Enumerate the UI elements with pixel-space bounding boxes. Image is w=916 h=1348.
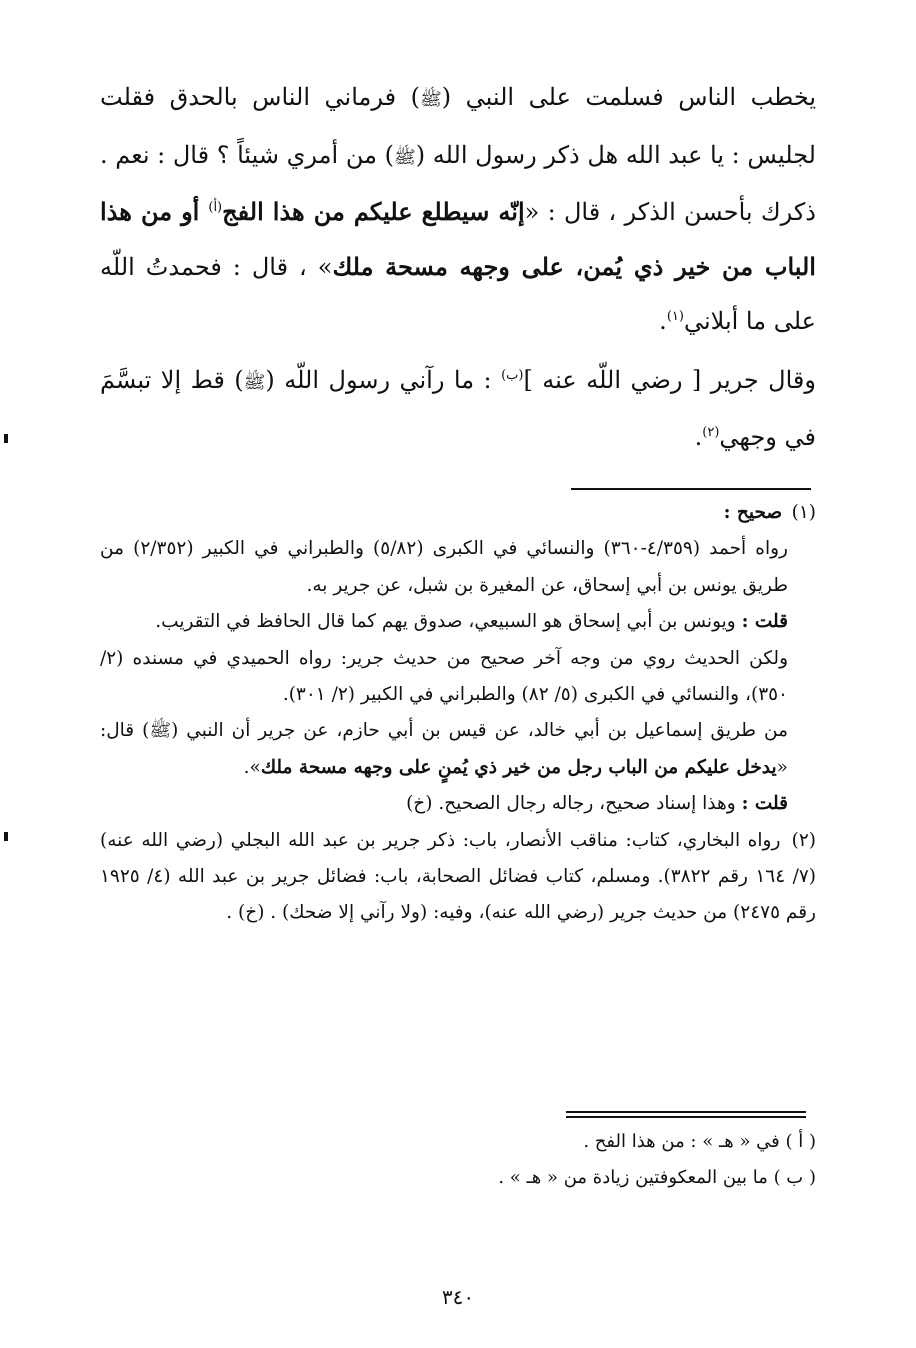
footnote-ref-1: (١) xyxy=(666,309,684,324)
main-text xyxy=(100,70,816,465)
footnote-1-line-3: ولكن الحديث روي من وجه آخر صحيح من حديث جرير: رواه الحميدي في مسنده (٢/ ٣٥٠)، والنسائي في الكبرى (٥/ ٨٢) والطبراني في الكبير (٢/ ٣٠١). xyxy=(100,647,788,706)
qult-label: قلت : xyxy=(741,793,788,815)
footnote-1-line-2: قلت : ويونس بن أبي إسحاق هو السبيعي، صدوق يهم كما قال الحافظ في التقريب. xyxy=(155,611,788,633)
footnote-separator xyxy=(571,488,811,490)
edge-mark xyxy=(4,832,8,841)
footnote-1-line-4: من طريق إسماعيل بن أبي خالد، عن قيس بن أبي حازم، عن جرير أن النبي (ﷺ) قال: «يدخل عليكم من الباب رجل من خير ذي يُمنٍ على وجهه مسحة ملك». xyxy=(100,720,788,778)
hadith-text: إنّه سيطلع عليكم من هذا الفج xyxy=(222,197,525,226)
grade-label: صحيح : xyxy=(723,502,783,523)
variant-note-a: ( أ ) في « هـ » : من هذا الفح . xyxy=(583,1131,816,1152)
variant-notes xyxy=(100,1124,816,1196)
variant-marker-b: (ب) xyxy=(501,367,524,383)
footnote-number: (١) xyxy=(791,502,816,523)
qult-label: قلت : xyxy=(741,611,788,633)
footnote-1-header xyxy=(100,495,816,531)
salla-symbol: ﷺ xyxy=(420,89,442,110)
salla-symbol: ﷺ xyxy=(149,720,172,742)
variant-notes-separator xyxy=(566,1111,806,1118)
footnote-1-line-5: قلت : وهذا إسناد صحيح، رجاله رجال الصحيح. (خ) xyxy=(406,793,788,815)
footnote-1-line-1: رواه أحمد (٤/٣٥٩-٣٦٠) والنسائي في الكبرى (٥/٨٢) والطبراني في الكبير (٢/٣٥٢) من طريق يونس بن أبي إسحاق، عن المغيرة بن شبل، عن جرير به. xyxy=(100,538,788,596)
variant-marker-a: (أ) xyxy=(208,200,223,215)
footnote-2: (٢) رواه البخاري، كتاب: مناقب الأنصار، باب: ذكر جرير بن عبد الله البجلي (رضي الله عنه) (٧/ ١٦٤ رقم ٣٨٢٢). ومسلم، كتاب فضائل الصحابة، باب: فضائل جرير بن عبد الله (٤/ ١٩٢٥ رقم ٢٤٧٥) من حديث جرير (رضي الله عنه)، وفيه: (ولا رآني إلا ضحك) . (خ) . xyxy=(100,823,816,932)
page-number: ٣٤٠ xyxy=(441,1285,475,1309)
variant-note-b: ( ب ) ما بين المعكوفتين زيادة من « هـ » . xyxy=(498,1167,816,1188)
footnote-number: (٢) xyxy=(791,829,816,851)
salla-symbol: ﷺ xyxy=(393,146,416,168)
main-paragraph-1: يخطب الناس فسلمت على النبي (ﷺ) فرماني الناس بالحدق فقلت لجليس : يا عبد الله هل ذكر رسول الله (ﷺ) من أمري شيئاً ؟ قال : نعم . ذكرك بأحسن الذكر ، قال : «إنّه سيطلع عليكم من هذا الفج$^{(أ)}$ أو من هذا الباب من خير ذي يُمن، على وجهه مسحة ملك» ، قال : فحمدتُ اللّه على ما أبلاني$^{(١)}$. xyxy=(100,83,816,335)
salla-symbol: ﷺ xyxy=(243,371,266,393)
footnotes xyxy=(100,495,816,932)
main-paragraph-2: وقال جرير [ رضي اللّه عنه ]$^{(ب)}$ : ما رآني رسول اللّه (ﷺ) قط إلا تبسَّمَ في وجهي$^{(٢)}$. xyxy=(100,365,816,451)
hadith-text: يدخل عليكم من الباب رجل من خير ذي يُمنٍ على وجهه مسحة ملك xyxy=(260,756,777,778)
footnote-ref-2: (٢) xyxy=(702,425,720,440)
edge-mark xyxy=(4,434,8,443)
hadith-text-cont: أو من هذا الباب من خير ذي يُمن، على وجهه مسحة ملك xyxy=(100,197,816,281)
